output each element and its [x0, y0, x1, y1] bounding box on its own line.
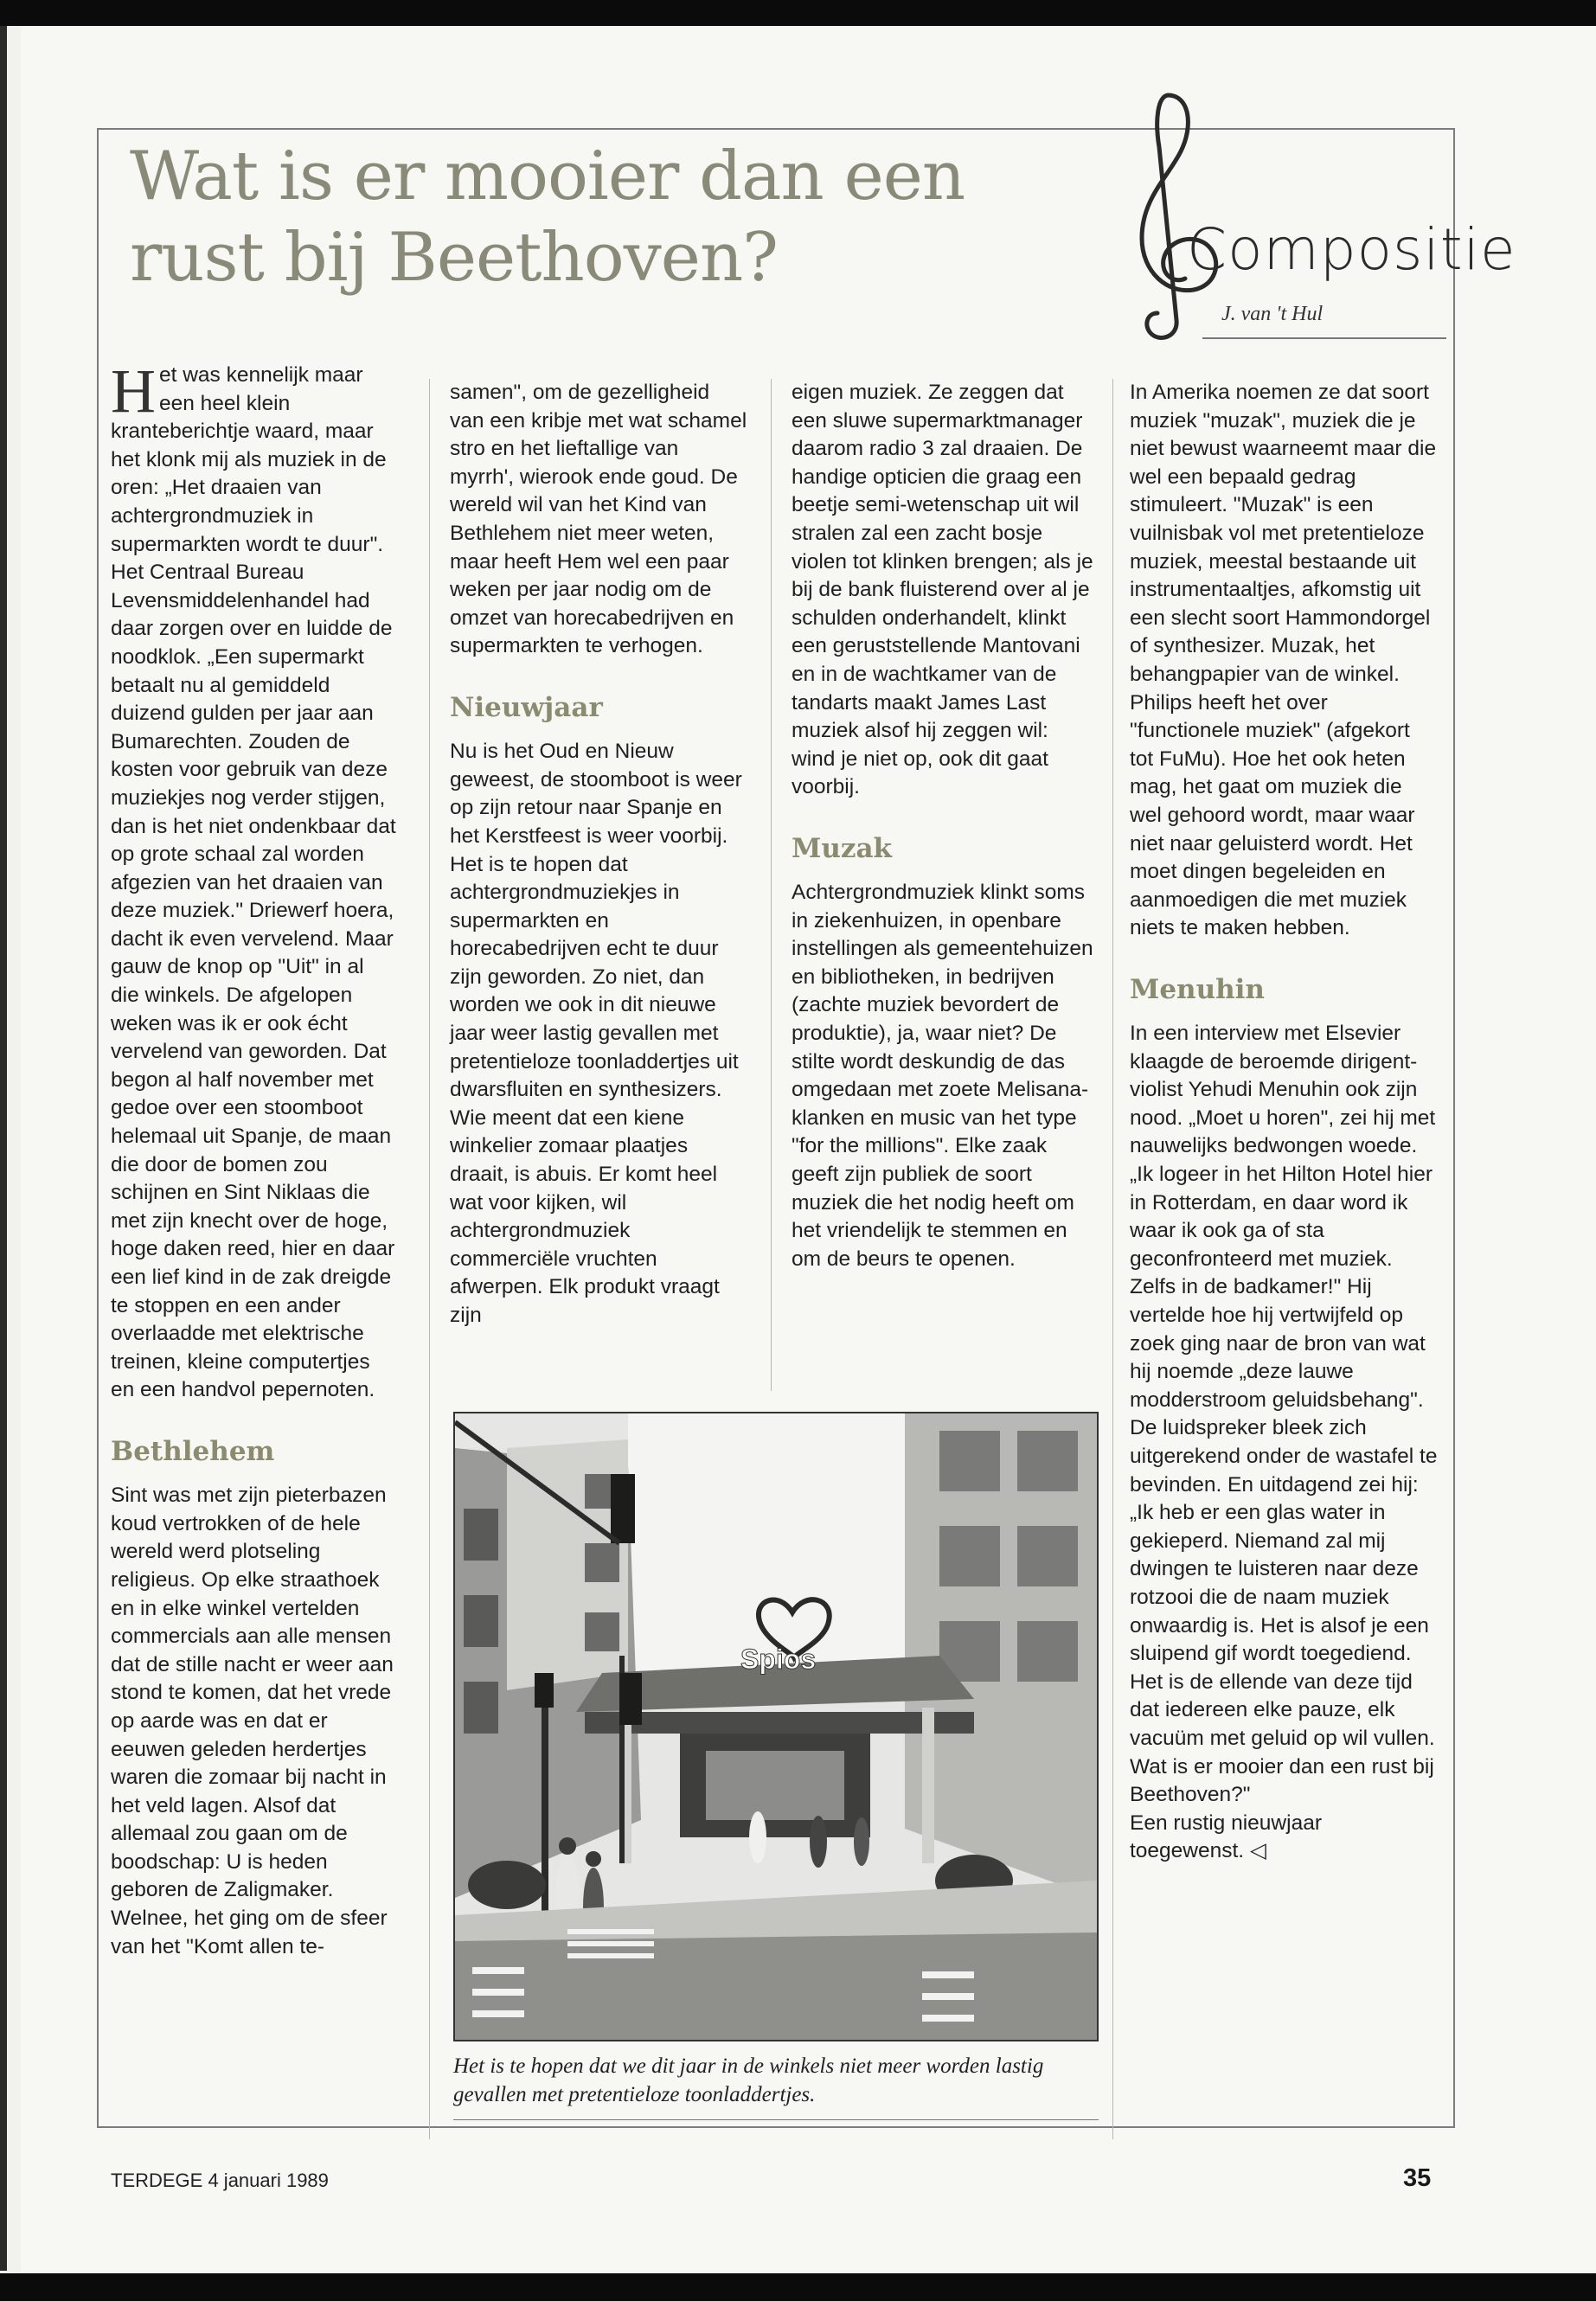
- text-column-1: [111, 356, 396, 1961]
- scan-border-bottom: [0, 2273, 1596, 2301]
- paragraph: In Amerika noemen ze dat soort muziek "muzak", muziek die je niet bewust waarneemt maar die wel een bepaald gedrag stimuleert. "Muzak" is een vuilnisbak vol met pretentieloze muziek, meestal bestaande uit instrumentaaltjes, afkomstig uit een slecht soort Hammondorgel of synthesizer. Muzak, het behangpapier van de winkel. Philips heeft het over "functionele muziek" (afgekort tot FuMu). Hoe het ook heten mag, het gaat om muziek die wel gehoord wordt, maar waar niet naar geluisterd wordt. Het moet dingen begeleiden en aanmoedigen die met muziek niets te maken hebben.: [1130, 381, 1437, 940]
- paragraph: [111, 356, 396, 1405]
- paragraph: Sint was met zijn pieterbazen koud vertrokken of de hele wereld werd plotseling religieus. Op elke straathoek en in elke winkel vertelden commercials aan alle mensen dat de stille nacht er weer aan stond te komen, dat het vrede op aarde was en dat er eeuwen geleden herdertjes waren die zomaar bij nacht in het veld lagen. Alsof dat allemaal zou gaan om de boodschap: U is heden geboren de Zaligmaker. Welnee, het ging om de sfeer van het "Komt allen te-: [111, 1484, 394, 1958]
- text-column-2: [450, 379, 748, 1330]
- column-logo: [1107, 87, 1516, 346]
- end-mark-icon: ◁: [1249, 1839, 1266, 1863]
- column-separator: [1112, 379, 1113, 2139]
- author-name: J. van 't Hul: [1221, 303, 1324, 325]
- subheading-nieuwjaar: Nieuwjaar: [450, 691, 603, 723]
- paragraph: [1130, 1810, 1438, 1866]
- page-number: 35: [1403, 2164, 1432, 2192]
- logo-rule: [1202, 337, 1446, 339]
- text-column-4: [1130, 379, 1438, 1866]
- paragraph: samen", om de gezelligheid van een kribje met wat schamel stro en het lieftallige van myrrh', wierook ende goud. De wereld wil van het Kind van Bethlehem niet meer weten, maar heeft Hem wel een paar weken per jaar nodig om de omzet van horecabedrijven en supermarkten te verhogen.: [450, 381, 747, 658]
- subheading-menuhin: Menuhin: [1130, 973, 1265, 1005]
- publication-line: TERDEGE 4 januari 1989: [111, 2170, 329, 2191]
- column-separator: [429, 379, 430, 2139]
- paragraph: Wie meent dat een kiene winkelier zomaar plaatjes draait, is abuis. Er komt heel wat voor kijken, wil achtergrondmuziek commerciële vruchten afwerpen. Elk produkt vraagt zijn: [450, 1106, 720, 1327]
- paragraph: In een interview met Elsevier klaagde de beroemde dirigent-violist Yehudi Menuhin ook zijn nood. „Moet u horen", zei hij met nauwelijks bedwongen woede. „Ik logeer in het Hilton Hotel hier in Rotterdam, en daar word ik waar ik ook ga of sta geconfronteerd met muziek. Zelfs in de badkamer!" Hij vertelde hoe hij vertwijfeld op zoek ging naar de bron van wat hij noemde „deze lauwe modderstroom geluidsbehang". De luidspreker bleek zich uitgerekend onder de wastafel te bevinden. En uitdagend zei hij: „Ik heb er een glas water in gekieperd. Niemand zal mij dwingen te luisteren naar deze rotzooi die de naam muziek onwaardig is. Het is alsof je een sluipend gif wordt toegediend. Het is de ellende van deze tijd dat iedereen elke pauze, elk vacuüm met geluid op wil vullen. Wat is er mooier dan een rust bij Beethoven?": [1130, 1022, 1438, 1807]
- street-photo: [453, 1412, 1099, 2041]
- shop-sign: Spios: [740, 1644, 817, 1675]
- drop-cap: H: [111, 356, 156, 426]
- subheading-bethlehem: Bethlehem: [111, 1435, 275, 1467]
- paragraph: Nu is het Oud en Nieuw geweest, de stoomboot is weer op zijn retour naar Spanje en het Kerstfeest is weer voorbij. Het is te hopen dat achtergrondmuziekjes in supermarkten en horecabedrijven echt te duur zijn geworden. Zo niet, dan worden we ook in dit nieuwe jaar weer lastig gevallen met pretentieloze toonladdertjes uit dwarsfluiten en synthesizers.: [450, 740, 742, 1102]
- paragraph: Achtergrondmuziek klinkt soms in ziekenhuizen, in openbare instellingen als gemeentehuizen en bibliotheken, in bedrijven (zachte muziek bevordert de produktie), ja, waar niet? De stilte wordt deskundig de das omgedaan met zoete Melisana-klanken en music van het type "for the millions". Elke zaak geeft zijn publiek de soort muziek die het nodig heeft om het vriendelijk te stemmen en om de beurs te openen.: [792, 881, 1093, 1271]
- shopping-street-image: [455, 1413, 1097, 2040]
- scan-border-left: [0, 26, 7, 2271]
- paragraph: eigen muziek. Ze zeggen dat een sluwe supermarktmanager daarom radio 3 zal draaien. De handige opticien die graag een beetje semi-wetenschap uit wil stralen zal een zacht bosje violen tot klinken brengen; als je bij de bank fluisterend over al je schulden onderhandelt, klinkt een geruststellende Mantovani en in de wachtkamer van de tandarts maakt James Last muziek alsof hij zeggen wil: wind je niet op, ook dit gaat voorbij.: [792, 381, 1093, 799]
- scan-border-top: [0, 0, 1596, 26]
- caption-rule: [453, 2119, 1099, 2120]
- paragraph-text: et was kennelijk maar een heel klein kranteberichtje waard, maar het klonk mij als muziek in de oren: „Het draaien van achtergrondmuziek in supermarkten wordt te duur". Het Centraal Bureau Levensmiddelenhandel had daar zorgen over en luidde de noodklok. „Een supermarkt betaalt nu al gemiddeld duizend gulden per jaar aan Bumarechten. Zouden de kosten voor gebruik van deze muziekjes nog verder stijgen, dan is het niet ondenkbaar dat op grote schaal zal worden afgezien van het draaien van deze muziek." Driewerf hoera, dacht ik even vervelend. Maar gauw de knop op "Uit" in al die winkels. De afgelopen weken was ik er ook écht vervelend van geworden. Dat begon al half november met gedoe over een stoomboot helemaal uit Spanje, de maan die door de bomen zou schijnen en Sint Niklaas die met zijn knecht over de hoge, hoge daken reed, hier en daar een lief kind in de zak dreigde te stoppen en een ander overlaadde met elektrische treinen, kleine computertjes en een handvol pepernoten.: [111, 363, 396, 1402]
- closing-line: Een rustig nieuwjaar toegewenst.: [1130, 1811, 1322, 1863]
- column-separator: [771, 379, 772, 1391]
- subheading-muzak: Muzak: [792, 832, 893, 864]
- column-name: Compositie: [1187, 216, 1516, 283]
- article-title: Wat is er mooier dan een rust bij Beethoven?: [130, 138, 965, 297]
- photo-caption: Het is te hopen dat we dit jaar in de winkels niet meer worden lastig gevallen met pretentieloze toonladdertjes.: [453, 2054, 1044, 2106]
- text-column-3: [792, 379, 1094, 1273]
